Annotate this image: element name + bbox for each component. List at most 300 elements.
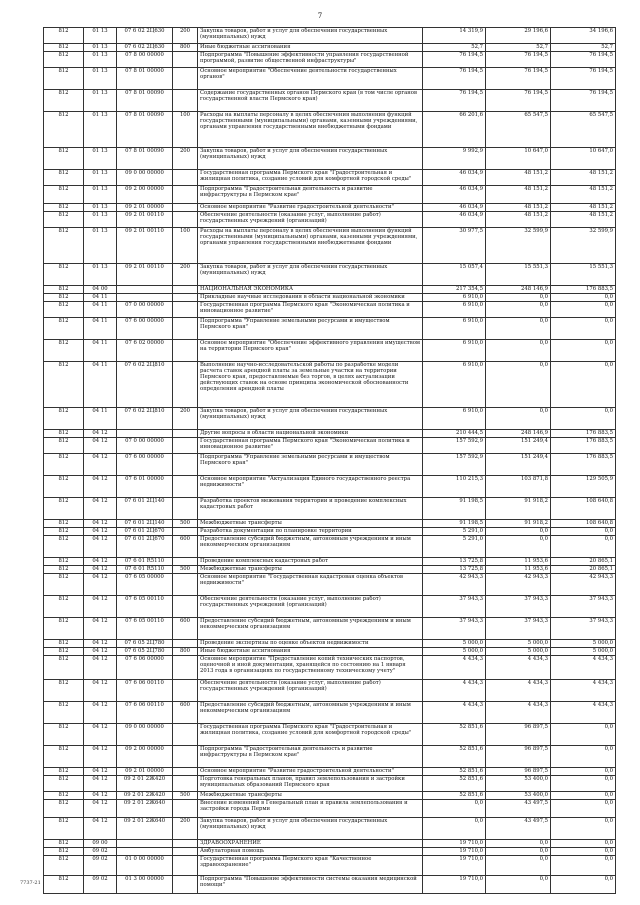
- description-cell: Подпрограмма "Повышение эффективности управления государственной программой, развитие общественной инфраструктуры": [198, 52, 423, 68]
- description-cell: Проведение экспертизы по оценке объектов недвижимости: [198, 640, 423, 648]
- amount-year2-cell: 42 943,3: [486, 574, 551, 596]
- table-row: [44, 702, 616, 724]
- admin-code-cell: 812: [44, 454, 84, 476]
- amount-year2-cell: 151 249,4: [486, 454, 551, 476]
- expense-type-cell: [173, 90, 198, 112]
- expense-type-cell: [173, 294, 198, 302]
- amount-year2-cell: 0,0: [486, 340, 551, 362]
- admin-code-cell: 812: [44, 498, 84, 520]
- target-article-cell: 09 2 00 00000: [117, 746, 173, 768]
- amount-year1-cell: 5 000,0: [423, 640, 486, 648]
- admin-code-cell: 812: [44, 876, 84, 894]
- table-row: [44, 792, 616, 800]
- amount-year1-cell: 91 198,5: [423, 520, 486, 528]
- section-code-cell: 01 13: [84, 264, 117, 286]
- amount-year3-cell: 129 505,9: [551, 476, 616, 498]
- amount-year2-cell: 4 434,3: [486, 656, 551, 680]
- description-cell: Иные бюджетные ассигнования: [198, 648, 423, 656]
- expense-type-cell: [173, 438, 198, 454]
- section-code-cell: 04 12: [84, 430, 117, 438]
- table-row: [44, 112, 616, 148]
- expense-type-cell: [173, 680, 198, 702]
- amount-year3-cell: 48 151,2: [551, 170, 616, 186]
- section-code-cell: 01 13: [84, 204, 117, 212]
- admin-code-cell: 812: [44, 792, 84, 800]
- amount-year3-cell: 5 000,0: [551, 640, 616, 648]
- expense-type-cell: [173, 204, 198, 212]
- footer-code: 7737-21: [20, 880, 41, 886]
- description-cell: Основное мероприятие "Государственная кадастровая оценка объектов недвижимости": [198, 574, 423, 596]
- expense-type-cell: [173, 768, 198, 776]
- description-cell: Амбулаторная помощь: [198, 848, 423, 856]
- description-cell: Подготовка генеральных планов, правил землепользования и застройки муниципальных образований Пермского края: [198, 776, 423, 792]
- expense-type-cell: 200: [173, 264, 198, 286]
- amount-year3-cell: 42 943,3: [551, 574, 616, 596]
- table-row: [44, 294, 616, 302]
- budget-table-container: [43, 27, 615, 894]
- description-cell: Расходы на выплаты персоналу в целях обеспечения выполнения функций государственными (муниципальными) органами, казенными учреждениями, органами управления государственными внебюджетными фондами: [198, 112, 423, 148]
- amount-year1-cell: 52 851,6: [423, 776, 486, 792]
- description-cell: Обеспечение деятельности (оказание услуг, выполнение работ) государственных учреждений (организаций): [198, 680, 423, 702]
- amount-year3-cell: 108 640,8: [551, 498, 616, 520]
- amount-year3-cell: 0,0: [551, 724, 616, 746]
- target-article-cell: 01 3 00 00000: [117, 876, 173, 894]
- amount-year2-cell: 103 871,8: [486, 476, 551, 498]
- amount-year2-cell: 0,0: [486, 856, 551, 876]
- table-row: [44, 44, 616, 52]
- amount-year1-cell: 52 851,6: [423, 792, 486, 800]
- section-code-cell: 01 13: [84, 228, 117, 264]
- target-article-cell: 09 2 01 2Ж640: [117, 800, 173, 818]
- admin-code-cell: 812: [44, 856, 84, 876]
- expense-type-cell: 600: [173, 702, 198, 724]
- amount-year2-cell: 43 497,5: [486, 818, 551, 840]
- amount-year2-cell: 53 400,0: [486, 776, 551, 792]
- amount-year1-cell: 52,7: [423, 44, 486, 52]
- amount-year1-cell: 6 910,0: [423, 408, 486, 430]
- amount-year2-cell: 0,0: [486, 362, 551, 408]
- admin-code-cell: 812: [44, 776, 84, 792]
- admin-code-cell: 812: [44, 536, 84, 558]
- expense-type-cell: [173, 640, 198, 648]
- amount-year1-cell: 52 851,6: [423, 768, 486, 776]
- target-article-cell: 07 6 01 2Ц140: [117, 520, 173, 528]
- admin-code-cell: 812: [44, 724, 84, 746]
- amount-year3-cell: 108 640,8: [551, 520, 616, 528]
- table-row: [44, 28, 616, 44]
- table-row: [44, 498, 616, 520]
- section-code-cell: 04 12: [84, 768, 117, 776]
- amount-year2-cell: 76 194,5: [486, 90, 551, 112]
- table-row: [44, 618, 616, 640]
- target-article-cell: [117, 840, 173, 848]
- amount-year3-cell: 76 194,5: [551, 68, 616, 90]
- description-cell: Обеспечение деятельности (оказание услуг, выполнение работ) государственных учреждений (организаций): [198, 596, 423, 618]
- amount-year1-cell: 5 291,0: [423, 536, 486, 558]
- amount-year3-cell: 20 865,1: [551, 566, 616, 574]
- amount-year1-cell: 19 710,0: [423, 840, 486, 848]
- amount-year2-cell: 4 434,3: [486, 680, 551, 702]
- admin-code-cell: 812: [44, 286, 84, 294]
- admin-code-cell: 812: [44, 618, 84, 640]
- description-cell: Межбюджетные трансферты: [198, 520, 423, 528]
- section-code-cell: 04 12: [84, 574, 117, 596]
- description-cell: Подпрограмма "Повышение эффективности системы оказания медицинской помощи": [198, 876, 423, 894]
- expense-type-cell: [173, 454, 198, 476]
- amount-year2-cell: 43 497,5: [486, 800, 551, 818]
- amount-year3-cell: 0,0: [551, 408, 616, 430]
- amount-year1-cell: 13 725,8: [423, 558, 486, 566]
- amount-year2-cell: 15 551,3: [486, 264, 551, 286]
- section-code-cell: 04 11: [84, 318, 117, 340]
- admin-code-cell: 812: [44, 746, 84, 768]
- target-article-cell: 07 6 06 00000: [117, 656, 173, 680]
- description-cell: Обеспечение деятельности (оказание услуг, выполнение работ) государственных учреждений (организаций): [198, 212, 423, 228]
- description-cell: Государственная программа Пермского края "Градостроительная и жилищная политика, создание условий для комфортной городской среды": [198, 724, 423, 746]
- expense-type-cell: [173, 212, 198, 228]
- amount-year3-cell: 0,0: [551, 362, 616, 408]
- amount-year3-cell: 0,0: [551, 840, 616, 848]
- target-article-cell: 09 2 00 00000: [117, 186, 173, 204]
- table-row: [44, 408, 616, 430]
- target-article-cell: 07 6 06 00110: [117, 680, 173, 702]
- section-code-cell: 04 12: [84, 680, 117, 702]
- amount-year1-cell: 42 943,3: [423, 574, 486, 596]
- expense-type-cell: [173, 574, 198, 596]
- table-row: [44, 318, 616, 340]
- expense-type-cell: [173, 286, 198, 294]
- table-row: [44, 170, 616, 186]
- admin-code-cell: 812: [44, 112, 84, 148]
- amount-year2-cell: 0,0: [486, 408, 551, 430]
- expense-type-cell: [173, 430, 198, 438]
- description-cell: Подпрограмма "Градостроительная деятельность и развитие инфраструктуры в Пермском крае": [198, 186, 423, 204]
- description-cell: Иные бюджетные ассигнования: [198, 44, 423, 52]
- description-cell: Внесение изменений в Генеральный план и правила землепользования и застройки города Перми: [198, 800, 423, 818]
- amount-year2-cell: 0,0: [486, 528, 551, 536]
- admin-code-cell: 812: [44, 680, 84, 702]
- expense-type-cell: [173, 52, 198, 68]
- section-code-cell: 01 13: [84, 52, 117, 68]
- description-cell: Основное мероприятие "Обеспечение деятельности государственных органов": [198, 68, 423, 90]
- amount-year1-cell: 217 354,5: [423, 286, 486, 294]
- amount-year1-cell: 37 943,3: [423, 596, 486, 618]
- section-code-cell: 01 13: [84, 90, 117, 112]
- table-row: [44, 286, 616, 294]
- amount-year2-cell: 5 000,0: [486, 640, 551, 648]
- expense-type-cell: 100: [173, 228, 198, 264]
- amount-year2-cell: 0,0: [486, 848, 551, 856]
- section-code-cell: 04 00: [84, 286, 117, 294]
- section-code-cell: 04 12: [84, 702, 117, 724]
- admin-code-cell: 812: [44, 656, 84, 680]
- amount-year2-cell: 52,7: [486, 44, 551, 52]
- target-article-cell: 07 6 01 2Ц670: [117, 536, 173, 558]
- description-cell: Межбюджетные трансферты: [198, 792, 423, 800]
- description-cell: Основное мероприятие "Обеспечение эффективного управления имуществом на территории Пермского края": [198, 340, 423, 362]
- section-code-cell: 01 13: [84, 170, 117, 186]
- section-code-cell: 04 12: [84, 618, 117, 640]
- amount-year3-cell: 0,0: [551, 800, 616, 818]
- expense-type-cell: [173, 476, 198, 498]
- admin-code-cell: 812: [44, 596, 84, 618]
- target-article-cell: 07 6 01 2Ц140: [117, 498, 173, 520]
- amount-year3-cell: 0,0: [551, 792, 616, 800]
- admin-code-cell: 812: [44, 44, 84, 52]
- amount-year3-cell: 76 194,5: [551, 52, 616, 68]
- section-code-cell: 04 12: [84, 498, 117, 520]
- description-cell: Другие вопросы в области национальной экономики: [198, 430, 423, 438]
- amount-year1-cell: 13 725,8: [423, 566, 486, 574]
- description-cell: Закупка товаров, работ и услуг для обеспечения государственных (муниципальных) нужд: [198, 408, 423, 430]
- table-row: [44, 438, 616, 454]
- target-article-cell: 09 0 00 00000: [117, 724, 173, 746]
- target-article-cell: [117, 286, 173, 294]
- section-code-cell: 04 11: [84, 294, 117, 302]
- admin-code-cell: 812: [44, 52, 84, 68]
- table-row: [44, 558, 616, 566]
- expense-type-cell: 800: [173, 44, 198, 52]
- description-cell: Государственная программа Пермского края "Качественное здравоохранение": [198, 856, 423, 876]
- amount-year1-cell: 6 910,0: [423, 318, 486, 340]
- section-code-cell: 09 00: [84, 840, 117, 848]
- budget-table: [43, 27, 616, 894]
- expense-type-cell: [173, 776, 198, 792]
- description-cell: Основное мероприятие "Развитие градостроительной деятельности": [198, 204, 423, 212]
- expense-type-cell: [173, 318, 198, 340]
- target-article-cell: 07 6 02 2Ц630: [117, 44, 173, 52]
- target-article-cell: 09 2 01 2Ж640: [117, 818, 173, 840]
- admin-code-cell: 812: [44, 302, 84, 318]
- amount-year1-cell: 6 910,0: [423, 362, 486, 408]
- section-code-cell: 04 12: [84, 454, 117, 476]
- expense-type-cell: [173, 724, 198, 746]
- description-cell: Межбюджетные трансферты: [198, 566, 423, 574]
- expense-type-cell: 600: [173, 536, 198, 558]
- target-article-cell: [117, 294, 173, 302]
- table-row: [44, 148, 616, 170]
- target-article-cell: 07 6 05 00000: [117, 574, 173, 596]
- amount-year3-cell: 176 883,5: [551, 430, 616, 438]
- amount-year3-cell: 4 434,3: [551, 702, 616, 724]
- amount-year3-cell: 0,0: [551, 776, 616, 792]
- amount-year1-cell: 4 434,3: [423, 656, 486, 680]
- amount-year2-cell: 248 146,9: [486, 430, 551, 438]
- section-code-cell: 04 12: [84, 520, 117, 528]
- admin-code-cell: 812: [44, 68, 84, 90]
- target-article-cell: 01 0 00 00000: [117, 856, 173, 876]
- amount-year1-cell: 76 194,5: [423, 52, 486, 68]
- target-article-cell: 07 6 00 00000: [117, 454, 173, 476]
- amount-year2-cell: 10 647,0: [486, 148, 551, 170]
- amount-year1-cell: 15 057,4: [423, 264, 486, 286]
- table-row: [44, 536, 616, 558]
- amount-year2-cell: 29 196,6: [486, 28, 551, 44]
- admin-code-cell: 812: [44, 264, 84, 286]
- table-row: [44, 656, 616, 680]
- expense-type-cell: 200: [173, 28, 198, 44]
- target-article-cell: 07 6 02 2Ц810: [117, 362, 173, 408]
- expense-type-cell: 200: [173, 408, 198, 430]
- expense-type-cell: [173, 746, 198, 768]
- amount-year3-cell: 15 551,3: [551, 264, 616, 286]
- amount-year1-cell: 6 910,0: [423, 302, 486, 318]
- amount-year1-cell: 46 034,9: [423, 186, 486, 204]
- description-cell: НАЦИОНАЛЬНАЯ ЭКОНОМИКА: [198, 286, 423, 294]
- target-article-cell: 09 2 01 00000: [117, 204, 173, 212]
- target-article-cell: 07 6 05 00110: [117, 618, 173, 640]
- description-cell: Разработка документации по планировке территории: [198, 528, 423, 536]
- description-cell: Прикладные научные исследования в области национальной экономики: [198, 294, 423, 302]
- amount-year1-cell: 19 710,0: [423, 876, 486, 894]
- expense-type-cell: [173, 302, 198, 318]
- admin-code-cell: 812: [44, 294, 84, 302]
- target-article-cell: 07 6 05 2Ц780: [117, 640, 173, 648]
- expense-type-cell: 500: [173, 792, 198, 800]
- section-code-cell: 09 02: [84, 848, 117, 856]
- description-cell: ЗДРАВООХРАНЕНИЕ: [198, 840, 423, 848]
- amount-year1-cell: 5 000,0: [423, 648, 486, 656]
- expense-type-cell: [173, 876, 198, 894]
- admin-code-cell: 812: [44, 702, 84, 724]
- table-row: [44, 856, 616, 876]
- amount-year3-cell: 48 151,2: [551, 186, 616, 204]
- admin-code-cell: 812: [44, 148, 84, 170]
- table-row: [44, 768, 616, 776]
- table-row: [44, 724, 616, 746]
- target-article-cell: 07 6 02 2Ц810: [117, 408, 173, 430]
- amount-year1-cell: 91 198,5: [423, 498, 486, 520]
- table-row: [44, 212, 616, 228]
- amount-year3-cell: 34 196,6: [551, 28, 616, 44]
- amount-year3-cell: 37 943,3: [551, 618, 616, 640]
- section-code-cell: 04 12: [84, 476, 117, 498]
- amount-year3-cell: 0,0: [551, 302, 616, 318]
- amount-year3-cell: 76 194,5: [551, 90, 616, 112]
- section-code-cell: 04 12: [84, 438, 117, 454]
- amount-year1-cell: 110 215,3: [423, 476, 486, 498]
- admin-code-cell: 812: [44, 170, 84, 186]
- section-code-cell: 04 12: [84, 558, 117, 566]
- amount-year1-cell: 4 434,3: [423, 680, 486, 702]
- expense-type-cell: 500: [173, 520, 198, 528]
- amount-year2-cell: 91 918,2: [486, 520, 551, 528]
- expense-type-cell: [173, 362, 198, 408]
- expense-type-cell: [173, 848, 198, 856]
- amount-year2-cell: 0,0: [486, 294, 551, 302]
- amount-year1-cell: 5 291,0: [423, 528, 486, 536]
- table-row: [44, 800, 616, 818]
- description-cell: Основное мероприятие "Развитие градостроительной деятельности": [198, 768, 423, 776]
- amount-year2-cell: 0,0: [486, 318, 551, 340]
- target-article-cell: 09 2 01 00110: [117, 228, 173, 264]
- amount-year3-cell: 0,0: [551, 536, 616, 558]
- target-article-cell: [117, 430, 173, 438]
- section-code-cell: 04 12: [84, 818, 117, 840]
- amount-year1-cell: 19 710,0: [423, 856, 486, 876]
- description-cell: Закупка товаров, работ и услуг для обеспечения государственных (муниципальных) нужд: [198, 148, 423, 170]
- table-row: [44, 648, 616, 656]
- amount-year2-cell: 0,0: [486, 302, 551, 318]
- amount-year2-cell: 0,0: [486, 536, 551, 558]
- amount-year2-cell: 53 400,0: [486, 792, 551, 800]
- section-code-cell: 01 13: [84, 148, 117, 170]
- description-cell: Предоставление субсидий бюджетным, автономным учреждениям и иным некоммерческим организациям: [198, 536, 423, 558]
- target-article-cell: 09 2 01 00110: [117, 264, 173, 286]
- section-code-cell: 09 02: [84, 876, 117, 894]
- amount-year2-cell: 37 943,3: [486, 596, 551, 618]
- admin-code-cell: 812: [44, 800, 84, 818]
- section-code-cell: 04 11: [84, 340, 117, 362]
- description-cell: Предоставление субсидий бюджетным, автономным учреждениям и иным некоммерческим организациям: [198, 702, 423, 724]
- table-row: [44, 454, 616, 476]
- admin-code-cell: 812: [44, 408, 84, 430]
- table-row: [44, 528, 616, 536]
- section-code-cell: 04 12: [84, 656, 117, 680]
- amount-year3-cell: 0,0: [551, 768, 616, 776]
- amount-year3-cell: 176 883,5: [551, 438, 616, 454]
- description-cell: Подпрограмма "Управление земельными ресурсами и имуществом Пермского края": [198, 318, 423, 340]
- description-cell: Проведение комплексных кадастровых работ: [198, 558, 423, 566]
- table-row: [44, 818, 616, 840]
- amount-year1-cell: 6 910,0: [423, 340, 486, 362]
- section-code-cell: 04 12: [84, 640, 117, 648]
- amount-year3-cell: 176 883,5: [551, 454, 616, 476]
- target-article-cell: 07 0 00 00000: [117, 302, 173, 318]
- section-code-cell: 01 13: [84, 186, 117, 204]
- table-row: [44, 596, 616, 618]
- target-article-cell: 07 6 00 00000: [117, 318, 173, 340]
- target-article-cell: 07 0 00 00000: [117, 438, 173, 454]
- admin-code-cell: 812: [44, 640, 84, 648]
- amount-year2-cell: 11 953,6: [486, 558, 551, 566]
- expense-type-cell: [173, 186, 198, 204]
- description-cell: Подпрограмма "Управление земельными ресурсами и имуществом Пермского края": [198, 454, 423, 476]
- section-code-cell: 04 12: [84, 528, 117, 536]
- expense-type-cell: [173, 656, 198, 680]
- amount-year1-cell: 30 977,5: [423, 228, 486, 264]
- expense-type-cell: [173, 596, 198, 618]
- description-cell: Основное мероприятие "Актуализация Единого государственного реестра недвижимости": [198, 476, 423, 498]
- admin-code-cell: 812: [44, 430, 84, 438]
- table-row: [44, 566, 616, 574]
- table-row: [44, 640, 616, 648]
- target-article-cell: 07 6 01 2Ц670: [117, 528, 173, 536]
- admin-code-cell: 812: [44, 340, 84, 362]
- expense-type-cell: 800: [173, 648, 198, 656]
- amount-year3-cell: 37 943,3: [551, 596, 616, 618]
- description-cell: Закупка товаров, работ и услуг для обеспечения государственных (муниципальных) нужд: [198, 28, 423, 44]
- table-row: [44, 776, 616, 792]
- target-article-cell: 07 6 01 R5110: [117, 566, 173, 574]
- amount-year1-cell: 76 194,5: [423, 90, 486, 112]
- section-code-cell: 04 12: [84, 800, 117, 818]
- amount-year3-cell: 176 883,5: [551, 286, 616, 294]
- description-cell: Государственная программа Пермского края "Экономическая политика и инновационное развитие": [198, 302, 423, 318]
- amount-year1-cell: 0,0: [423, 800, 486, 818]
- admin-code-cell: 812: [44, 818, 84, 840]
- table-row: [44, 90, 616, 112]
- amount-year1-cell: 210 444,5: [423, 430, 486, 438]
- table-row: [44, 430, 616, 438]
- amount-year3-cell: 0,0: [551, 848, 616, 856]
- admin-code-cell: 812: [44, 520, 84, 528]
- section-code-cell: 09 02: [84, 856, 117, 876]
- target-article-cell: 09 2 01 00110: [117, 212, 173, 228]
- section-code-cell: 01 13: [84, 28, 117, 44]
- amount-year2-cell: 65 547,5: [486, 112, 551, 148]
- amount-year1-cell: 52 851,6: [423, 746, 486, 768]
